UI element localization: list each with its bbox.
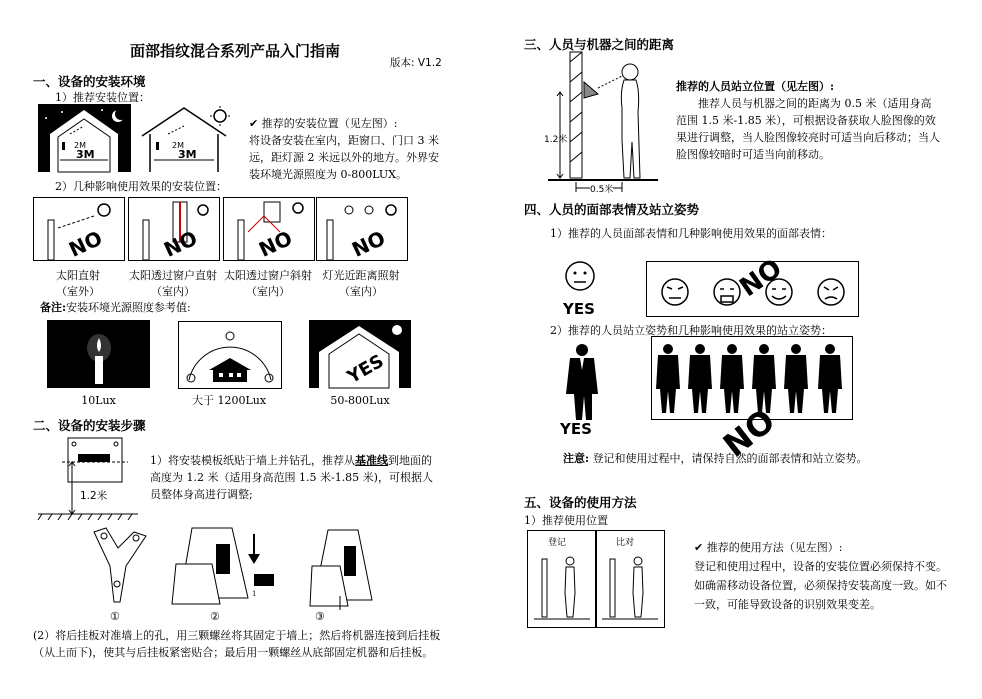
install-rec-body: 将设备安装在室内，距窗口、门口 3 米远，距灯源 2 米远以外的地方。外界安装环境光源照度为 0-800LUX。: [249, 134, 439, 181]
section4-heading: 四、人员的面部表情及站立姿势: [524, 202, 700, 217]
section1-sub2: 2）几种影响使用效果的安装位置：: [55, 180, 227, 193]
usage-illustration: [527, 530, 665, 628]
install-rec-block: [249, 115, 439, 183]
night-house-illustration: [38, 104, 131, 172]
day-house-illustration: [138, 104, 238, 172]
svg-text:3M: 3M: [76, 148, 95, 161]
bad-caption-3: 太阳透过窗户斜射 （室内）: [224, 269, 312, 298]
sun-house-illustration: [178, 321, 282, 389]
step-num-2: ②: [210, 610, 220, 623]
svg-text:2M: 2M: [74, 141, 86, 150]
baseline-term: 基准线: [355, 454, 388, 467]
section3-heading: 三、人员与机器之间的距离: [524, 37, 675, 52]
bad-caption-4: 灯光近距离照射 （室内）: [322, 269, 400, 298]
svg-text:NO: NO: [65, 225, 106, 262]
face-yes-label: YES: [563, 300, 595, 318]
section5-sub1: 1）推荐使用位置: [524, 514, 608, 527]
page-title: 面部指纹混合系列产品入门指南: [130, 42, 341, 60]
wall-template-illustration: [38, 436, 138, 526]
lux-note-text: 安装环境光源照度参考值:: [66, 301, 191, 314]
bad-position-window-oblique: [223, 197, 315, 261]
svg-text:3M: 3M: [178, 148, 197, 161]
lux-note: [40, 299, 191, 316]
expression-note-label: 注意:: [563, 452, 590, 465]
bracket-illustration: [90, 526, 150, 606]
distance-height-label: 1.2米: [544, 135, 568, 145]
svg-text:2M: 2M: [172, 141, 184, 150]
usage-rec-block: [694, 538, 956, 614]
expression-note-text: 登记和使用过程中，请保持自然的面部表情和站立姿势。: [592, 452, 868, 465]
candle-illustration: [47, 320, 150, 388]
bad-faces-panel: [646, 253, 859, 317]
svg-text:YES: YES: [343, 350, 388, 388]
install-height-label: 1.2米: [80, 490, 108, 502]
posture-no-label: NO: [716, 401, 782, 465]
recommended-posture: [560, 340, 610, 440]
install-step2: (2）将后挂板对准墙上的孔，用三颗螺丝将其固定于墙上；然后将机器连接到后挂板（从上而下)，使其与后挂板紧密贴合；最后用一颗螺丝从底部固定机器和后挂板。: [33, 629, 441, 659]
section4-sub1: 1）推荐的人员面部表情和几种影响使用效果的面部表情：: [550, 227, 832, 240]
bad-position-window-direct: [128, 197, 220, 261]
lux-caption-2: 大于 1200Lux: [191, 394, 267, 407]
svg-text:NO: NO: [734, 253, 788, 304]
section1-sub1: 1）推荐安装位置：: [55, 91, 150, 104]
version-label: 版本: V1.2: [390, 57, 442, 69]
step-num-3: ③: [315, 610, 325, 623]
lux-caption-1: 10Lux: [81, 394, 116, 407]
bad-caption-2: 太阳透过窗户直射 （室内）: [129, 269, 217, 298]
svg-text:1: 1: [252, 590, 257, 598]
step-num-1: ①: [110, 610, 120, 623]
bad-caption-1: 太阳直射 （室外）: [56, 269, 100, 298]
lux-note-label: 备注:: [40, 301, 67, 314]
install-rec-title: ✔ 推荐的安装位置（见左图）:: [249, 117, 398, 130]
svg-text:NO: NO: [160, 225, 201, 262]
section5-heading: 五、设备的使用方法: [524, 495, 637, 510]
distance-illustration: [544, 52, 658, 195]
distance-rec-title: 推荐的人员站立位置（见左图）:: [676, 80, 835, 93]
expression-note: [563, 450, 868, 467]
section2-heading: 二、设备的安装步骤: [33, 418, 146, 433]
usage-panel-verify: 比对: [616, 538, 635, 548]
distance-rec-body: 推荐人员与机器之间的距离为 0.5 米（适用身高范围 1.5 米-1.85 米），可根据设备获取人脸图像的效果进行调整，当人脸图像较亮时可适当向后移动；当人脸图像较暗时可适当向前移动。: [676, 97, 940, 161]
distance-rec-block: [676, 78, 940, 163]
device-final-illustration: [310, 526, 390, 610]
bad-position-direct-sun: [33, 197, 125, 261]
usage-rec-body: 登记和使用过程中，设备的安装位置必须保持不变。如确需移动设备位置，必须保持安装高度一致。如不一致，可能导致设备的识别效果变差。: [694, 560, 947, 611]
install-step1: 1）将安装模板纸贴于墙上并钻孔，推荐从基准线到地面的高度为 1.2 米（适用身高范围 1.5 米-1.85 米)，可根据人员整体身高进行调整;: [150, 454, 433, 501]
device-mount-illustration: [172, 524, 282, 608]
section1-heading: 一、设备的安装环境: [33, 74, 146, 89]
recommended-face: [558, 258, 602, 318]
posture-yes-label: YES: [560, 420, 592, 438]
distance-label: 0.5米: [590, 182, 613, 195]
svg-text:NO: NO: [348, 225, 389, 262]
svg-text:NO: NO: [255, 225, 296, 262]
usage-panel-enroll: 登记: [548, 538, 567, 548]
usage-rec-title: ✔ 推荐的使用方法（见左图）:: [694, 541, 843, 554]
bad-position-lamp: [316, 197, 408, 261]
lux-caption-3: 50-800Lux: [330, 394, 390, 407]
section4-sub2: 2）推荐的人员站立姿势和几种影响使用效果的站立姿势：: [550, 324, 832, 337]
yes-house-illustration: [309, 320, 411, 388]
